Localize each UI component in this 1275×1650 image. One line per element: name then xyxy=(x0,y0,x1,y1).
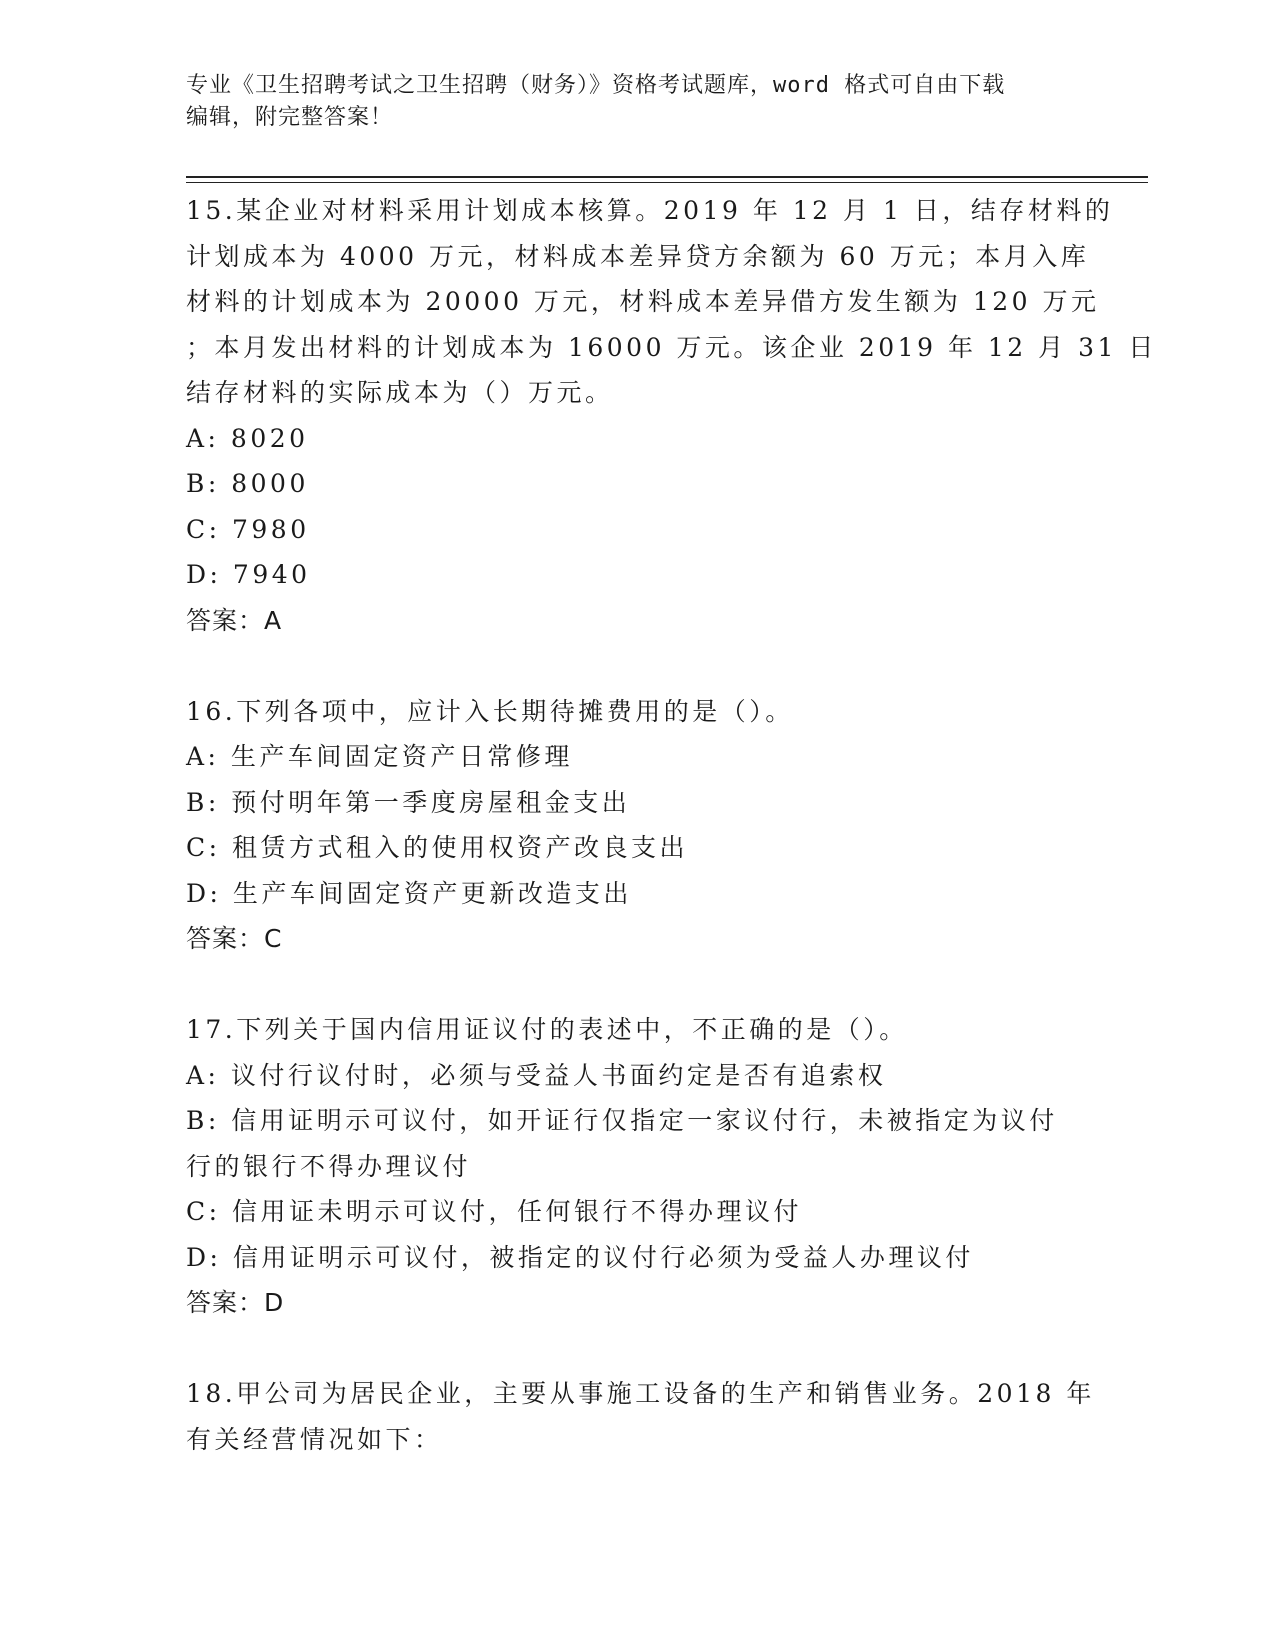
option-a: A: 生产车间固定资产日常修理 xyxy=(186,742,573,771)
option-c: C: 租赁方式租入的使用权资产改良支出 xyxy=(186,833,688,862)
option-a: A: 8020 xyxy=(186,423,309,453)
question-stem-line: 结存材料的实际成本为（）万元。 xyxy=(186,378,614,407)
question-15 xyxy=(186,188,1157,643)
option-d: D: 信用证明示可议付，被指定的议付行必须为受益人办理议付 xyxy=(186,1242,974,1272)
option-b: B: 8000 xyxy=(186,469,309,498)
option-c: C: 7980 xyxy=(186,514,310,544)
option-a: A: 议付行议付时，必须与受益人书面约定是否有追索权 xyxy=(186,1060,887,1090)
spacer xyxy=(186,1326,1086,1372)
question-stem-line: ；本月发出材料的计划成本为 16000 万元。该企业 2019 年 12 月 31 日 xyxy=(186,332,1157,362)
question-stem-line: 18.甲公司为居民企业，主要从事施工设备的生产和销售业务。2018 年 xyxy=(186,1379,1095,1408)
answer-label: 答案：A xyxy=(186,605,283,635)
header-line-2: 编辑，附完整答案！ xyxy=(186,105,394,130)
header-divider-thin xyxy=(186,182,1148,183)
option-d: D: 生产车间固定资产更新改造支出 xyxy=(186,878,632,908)
option-c: C: 信用证未明示可议付，任何银行不得办理议付 xyxy=(186,1197,802,1226)
header-divider-thick xyxy=(186,176,1148,178)
question-18 xyxy=(186,1371,1095,1462)
question-stem-line: 17.下列关于国内信用证议付的表述中，不正确的是（）。 xyxy=(186,1015,908,1044)
document-header xyxy=(186,70,1086,134)
spacer xyxy=(186,962,1086,1008)
question-stem-line: 15.某企业对材料采用计划成本核算。2019 年 12 月 1 日，结存材料的 xyxy=(186,196,1114,225)
question-list xyxy=(186,188,1157,1462)
question-stem-line: 材料的计划成本为 20000 万元，材料成本差异借方发生额为 120 万元 xyxy=(186,287,1100,316)
answer-label: 答案：C xyxy=(186,924,283,953)
header-line-1: 专业《卫生招聘考试之卫生招聘（财务）》资格考试题库，word 格式可自由下载 xyxy=(186,73,1006,98)
option-d: D: 7940 xyxy=(186,560,311,589)
option-b-continued: 行的银行不得办理议付 xyxy=(186,1151,472,1181)
spacer xyxy=(186,643,1086,689)
question-17 xyxy=(186,1007,1086,1326)
option-b: B: 信用证明示可议付，如开证行仅指定一家议付行，未被指定为议付 xyxy=(186,1106,1058,1135)
question-stem-line: 16.下列各项中，应计入长期待摊费用的是（）。 xyxy=(186,696,794,726)
question-stem-line: 计划成本为 4000 万元，材料成本差异贷方余额为 60 万元；本月入库 xyxy=(186,241,1090,271)
answer-label: 答案：D xyxy=(186,1288,285,1317)
option-b: B: 预付明年第一季度房屋租金支出 xyxy=(186,787,631,817)
question-stem-line: 有关经营情况如下： xyxy=(186,1424,443,1454)
question-16 xyxy=(186,689,1086,962)
